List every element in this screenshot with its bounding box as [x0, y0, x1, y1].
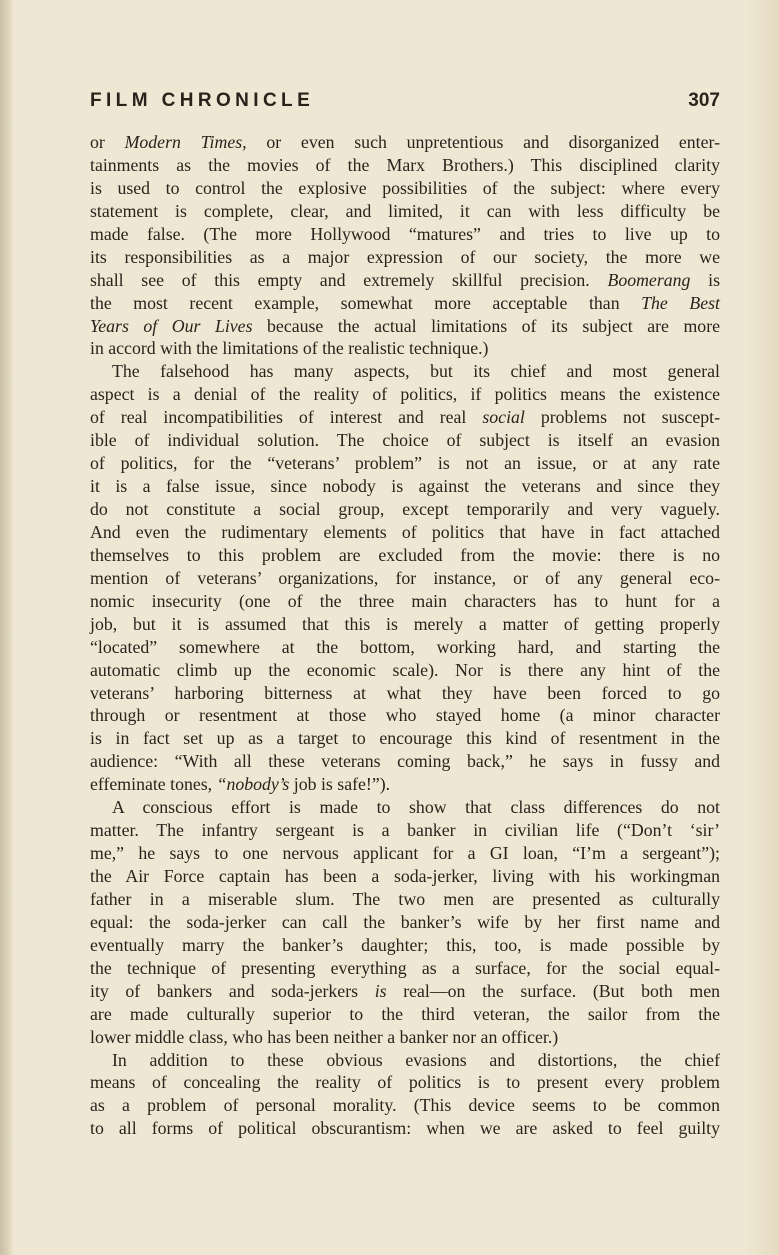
- italic-run: Years of Our Lives: [90, 315, 253, 336]
- text-run: statement is complete, clear, and limited, it can with less difficulty be: [90, 200, 720, 221]
- text-line: [90, 429, 720, 452]
- text-line: [90, 131, 720, 154]
- text-run: through or resentment at those who stayed home (a minor character: [90, 705, 720, 726]
- text-run: it is a false issue, since nobody is against the veterans and since they: [90, 476, 720, 497]
- text-line: [90, 1026, 720, 1049]
- text-run: And even the rudimentary elements of politics that have in fact attached: [90, 521, 720, 542]
- text-line: [90, 223, 720, 246]
- text-line: [90, 200, 720, 223]
- text-run: because the actual limitations of its subject are more: [252, 315, 721, 336]
- text-line: [90, 521, 720, 544]
- text-run: its responsibilities as a major expression of our society, the more we: [90, 246, 720, 267]
- text-line: [90, 406, 720, 429]
- text-run: father in a miserable slum. The two men are presented as culturally: [90, 888, 720, 909]
- text-run: shall see of this empty and extremely skillful precision.: [90, 269, 608, 290]
- text-line: [90, 360, 720, 383]
- text-line: [90, 292, 720, 315]
- text-run: is used to control the explosive possibilities of the subject: where every: [90, 177, 720, 198]
- italic-run: Boomerang: [607, 269, 691, 290]
- text-line: [90, 177, 720, 200]
- text-run: automatic climb up the economic scale). Nor is there any hint of the: [90, 659, 720, 680]
- text-line: [90, 498, 720, 521]
- text-line: [90, 659, 720, 682]
- text-line: [90, 682, 720, 705]
- page-header: [90, 90, 720, 114]
- text-run: The falsehood has many aspects, but its chief and most general: [112, 361, 720, 382]
- text-line: [90, 750, 720, 773]
- italic-run: “nobody’s: [216, 774, 290, 795]
- page-number: 307: [688, 90, 720, 111]
- text-run: to all forms of political obscurantism: when we are asked to feel guilty: [90, 1118, 720, 1139]
- text-line: [90, 773, 720, 796]
- text-line: [90, 980, 720, 1003]
- text-line: [90, 1094, 720, 1117]
- text-run: In addition to these obvious evasions and distortions, the chief: [112, 1049, 720, 1070]
- text-line: [90, 1117, 720, 1140]
- text-line: [90, 727, 720, 750]
- text-run: me,” he says to one nervous applicant for a GI loan, “I’m a sergeant”);: [90, 843, 720, 864]
- text-run: problems not suscept-: [524, 407, 720, 428]
- text-line: [90, 934, 720, 957]
- text-run: mention of veterans’ organizations, for instance, or of any general eco-: [90, 567, 720, 588]
- italic-run: Modern Times,: [124, 132, 247, 152]
- text-line: [90, 590, 720, 613]
- text-run: veterans’ harboring bitterness at what they have been forced to go: [90, 682, 720, 703]
- text-run: A conscious effort is made to show that class differences do not: [112, 797, 720, 818]
- text-line: [90, 154, 720, 177]
- text-run: equal: the soda-jerker can call the banker’s wife by her first name and: [90, 911, 720, 932]
- text-line: [90, 957, 720, 980]
- text-run: real—on the surface. (But both men: [386, 980, 720, 1001]
- text-run: made false. (The more Hollywood “matures” and tries to live up to: [90, 223, 720, 244]
- text-run: the Air Force captain has been a soda-jerker, living with his workingman: [90, 866, 720, 886]
- text-line: [90, 567, 720, 590]
- text-run: matter. The infantry sergeant is a banker in civilian life (“Don’t ‘sir’: [90, 820, 720, 841]
- text-run: aspect is a denial of the reality of politics, if politics means the existence: [90, 384, 720, 405]
- text-run: or: [90, 132, 125, 152]
- text-line: [90, 636, 720, 659]
- text-line: [90, 1049, 720, 1072]
- body-text: [90, 131, 720, 1140]
- text-line: [90, 1003, 720, 1026]
- text-line: [90, 544, 720, 567]
- italic-run: social: [482, 407, 525, 428]
- text-line: [90, 269, 720, 292]
- text-line: [90, 842, 720, 865]
- text-run: are made culturally superior to the third veteran, the sailor from the: [90, 1003, 720, 1024]
- text-line: [90, 865, 720, 888]
- text-line: [90, 819, 720, 842]
- text-line: [90, 475, 720, 498]
- running-title: FILM CHRONICLE: [90, 90, 315, 111]
- text-run: or even such unpretentious and disorganized enter-: [246, 132, 720, 152]
- text-run: is in fact set up as a target to encourage this kind of resentment in the: [90, 728, 720, 749]
- text-run: do not constitute a social group, except temporarily and very vaguely.: [90, 499, 720, 519]
- text-run: the most recent example, somewhat more acceptable than: [90, 292, 642, 313]
- text-line: [90, 796, 720, 819]
- text-line: [90, 1071, 720, 1094]
- text-run: tainments as the movies of the Marx Brothers.) This disciplined clarity: [90, 154, 720, 175]
- text-line: [90, 613, 720, 636]
- text-run: is: [690, 269, 720, 290]
- text-line: [90, 246, 720, 269]
- text-line: [90, 704, 720, 727]
- text-run: in accord with the limitations of the realistic technique.): [90, 338, 489, 359]
- text-run: ible of individual solution. The choice of subject is itself an evasion: [90, 430, 720, 451]
- text-run: “located” somewhere at the bottom, working hard, and starting the: [90, 636, 720, 657]
- spine-shadow: [0, 0, 14, 1255]
- text-run: of real incompatibilities of interest and real: [90, 407, 483, 428]
- text-run: means of concealing the reality of politics is to present every problem: [90, 1072, 720, 1093]
- text-line: [90, 452, 720, 475]
- text-run: themselves to this problem are excluded from the movie: there is no: [90, 544, 720, 565]
- italic-run: is: [374, 980, 387, 1001]
- text-line: [90, 911, 720, 934]
- text-line: [90, 888, 720, 911]
- text-run: lower middle class, who has been neither a banker nor an officer.): [90, 1026, 559, 1047]
- text-run: job, but it is assumed that this is merely a matter of getting properly: [90, 613, 720, 634]
- text-run: audience: “With all these veterans coming back,” he says in fussy and: [90, 751, 720, 772]
- text-run: of politics, for the “veterans’ problem” is not an issue, or at any rate: [90, 453, 720, 474]
- italic-run: The Best: [641, 292, 721, 313]
- text-run: nomic insecurity (one of the three main characters has to hunt for a: [90, 590, 720, 611]
- text-run: ity of bankers and soda-jerkers: [90, 980, 375, 1001]
- text-line: [90, 315, 720, 338]
- text-run: as a problem of personal morality. (This device seems to be common: [90, 1095, 720, 1116]
- text-run: the technique of presenting everything as a surface, for the social equal-: [90, 957, 720, 978]
- text-run: job is safe!”).: [289, 774, 391, 795]
- text-line: [90, 337, 720, 360]
- text-run: effeminate tones,: [90, 774, 217, 795]
- text-line: [90, 383, 720, 406]
- text-run: eventually marry the banker’s daughter; this, too, is made possible by: [90, 934, 720, 955]
